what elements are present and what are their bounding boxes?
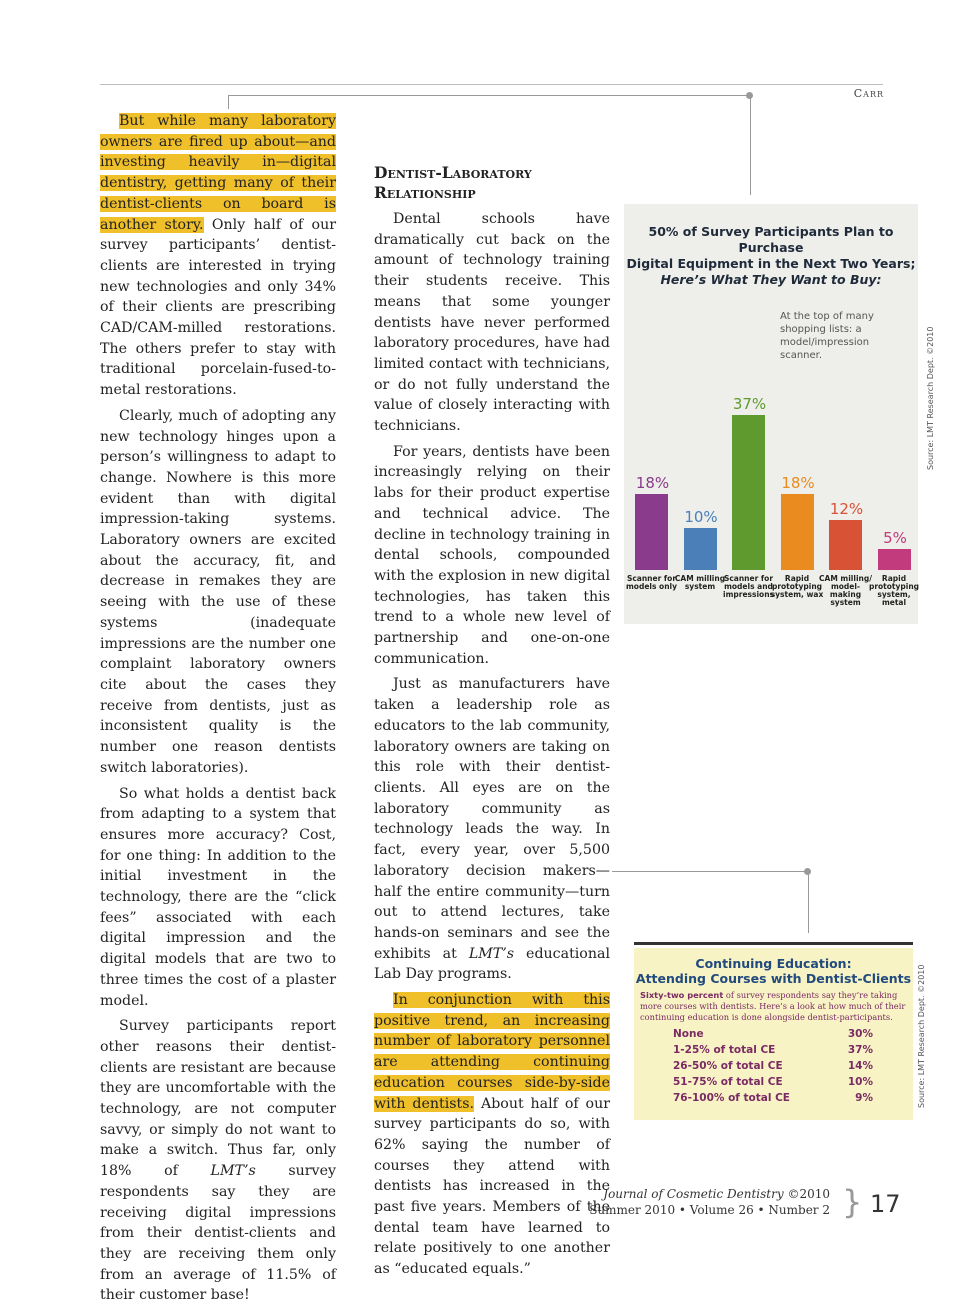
highlighted-quote: But while many laboratory owners are fired up about—and investing heavily in—digital dentistry, getting many of their dentist-clients on board is another story. xyxy=(100,113,336,233)
leader-line-top xyxy=(228,95,750,96)
ce-row-value: 10% xyxy=(847,1076,873,1088)
bar-chart-panel xyxy=(624,204,918,624)
ce-row-label: 1-25% of total CE xyxy=(673,1044,776,1056)
chart-subtitle: Here’s What They Want to Buy: xyxy=(660,272,882,287)
paragraph-text: About half of our survey participants do so, with 62% saying the number of courses they attend with dentists has increased in the past five years. Members of the dental team have learned to relate positively to one another as “educated equals.” xyxy=(374,1095,610,1278)
paragraph: Clearly, much of adopting any new technology hinges upon a person’s willingness to adapt to change. Nowhere is this more evident than with digital impression-taking systems. Laboratory owners are excited about the accuracy, fit, and decrease in remakes they are seeing with the use of these systems (inadequate impressions are the number one complaint laboratory owners cite about the cases they receive from dentists, just as inconsistent quality is the number one reason dentists switch laboratories). xyxy=(100,407,336,776)
chart-bar xyxy=(635,494,668,570)
bar-category-label: CAM milling system xyxy=(674,574,726,591)
bar-category-label: Rapid prototyping system, metal xyxy=(868,574,920,607)
ce-title-line: Continuing Education: xyxy=(695,956,852,971)
ce-row-label: 51-75% of total CE xyxy=(673,1076,783,1088)
ce-row-value: 9% xyxy=(855,1092,873,1104)
ce-row-value: 37% xyxy=(847,1044,873,1056)
bar-value-label: 18% xyxy=(781,474,815,493)
bar-category-label: Scanner for models only xyxy=(625,574,678,591)
publication-name: LMT’s xyxy=(468,945,515,962)
chart-title-line: Digital Equipment in the Next Two Years; xyxy=(626,256,916,271)
chart-bar xyxy=(684,528,717,570)
paragraph xyxy=(100,111,336,401)
paragraph xyxy=(100,1016,336,1306)
bar-value-label: 12% xyxy=(829,499,864,518)
ce-description-text: of survey respondents say they’re taking more courses with dentists. Here’s a look at how much of their continuing education is done alongside dentist-participants. xyxy=(640,990,906,1022)
chart-source: Source: LMT Research Dept. ©2010 xyxy=(926,326,935,470)
ce-description-bold: Sixty-two percent xyxy=(640,990,724,1000)
footer-journal xyxy=(530,1187,830,1201)
chart-title-line: 50% of Survey Participants Plan to Purchase xyxy=(648,224,894,255)
ce-row xyxy=(673,1076,873,1088)
ce-row-label: None xyxy=(673,1028,704,1040)
chart-bar xyxy=(781,494,814,570)
paragraph: Dental schools have dramatically cut back on the amount of technology training their students receive. This means that some younger dentists have never performed laboratory procedures, have had limited contact with technicians, or do not fully understand the value of closely interacting with technicians. xyxy=(374,211,610,435)
paragraph: So what holds a dentist back from adapting to a system that ensures more accuracy? Cost, for one thing: In addition to the initial investment in the technology, there are the “click fees” associated with each digital impression and the digital models that are two to three times the cost of a plaster model. xyxy=(100,785,336,1009)
ce-row-value: 30% xyxy=(847,1028,873,1040)
bar-value-label: 10% xyxy=(684,508,718,526)
chart-bar xyxy=(732,415,765,570)
ce-row xyxy=(673,1092,873,1104)
bar-category-label: Rapid prototyping system, wax xyxy=(770,574,824,599)
section-heading: Dentist-Laboratory Relationship xyxy=(374,163,532,202)
chart-annotation: At the top of many shopping lists: a model/impression scanner. xyxy=(780,311,874,361)
ce-row-label: 26-50% of total CE xyxy=(673,1060,783,1072)
paragraph xyxy=(374,990,610,1280)
leader-line-top-left-drop xyxy=(228,95,229,109)
ce-row-value: 14% xyxy=(847,1060,873,1072)
ce-source: Source: LMT Research Dept. ©2010 xyxy=(917,964,926,1108)
ce-title xyxy=(634,956,913,986)
ce-box-top-rule xyxy=(634,942,913,945)
paragraph-text: Just as manufacturers have taken a leadership role as educators to the lab community, laboratory owners are taking on this role with their dentist-clients. All eyes are on the laboratory community as technology leads the way. In fact, every year, over 5,500 laboratory decision makers—half the entire community—turn out to attend lectures, take hands-on seminars and see the exhibits at xyxy=(374,676,610,962)
journal-name: Journal of Cosmetic Dentistry xyxy=(603,1187,784,1201)
top-rule xyxy=(100,84,883,85)
publication-name: LMT’s xyxy=(210,1163,256,1180)
paragraph-text: survey respondents say they are receiving digital impressions from their dentist-clients and they are receiving them only from an average of 11.5% of their customer base! xyxy=(100,1163,336,1304)
bar-category-label: Scanner for models and impressions xyxy=(723,574,774,599)
footer-issue: Summer 2010 • Volume 26 • Number 2 xyxy=(589,1203,830,1217)
copyright: ©2010 xyxy=(783,1187,830,1201)
paragraph xyxy=(374,674,610,985)
paragraph-text: Survey participants report other reasons their dentist-clients are resistant are because they are uncomfortable with the technology, are not computer savvy, or simply do not want to make a switch. Thus far, only 18% of xyxy=(100,1018,336,1180)
bar-category-label: CAM milling/ model-making system xyxy=(819,574,872,607)
chart-bar xyxy=(829,520,862,570)
leader-line-bottom xyxy=(612,871,808,872)
article-column-1 xyxy=(100,111,336,1311)
leader-line-bottom-drop xyxy=(808,871,809,933)
page-number: 17 xyxy=(870,1190,901,1218)
chart-bar xyxy=(878,549,911,570)
ce-title-line: Attending Courses with Dentist-Clients xyxy=(635,971,912,986)
ce-description xyxy=(640,990,908,1023)
ce-row-label: 76-100% of total CE xyxy=(673,1092,790,1104)
author-running-head: Carr xyxy=(853,87,884,100)
bar-value-label: 5% xyxy=(883,529,907,547)
chart-title xyxy=(624,224,918,288)
highlighted-quote: In conjunction with this positive trend, an increasing number of laboratory personnel are attending continuing education courses side-by-side with dentists. xyxy=(374,992,610,1112)
bar-value-label: 18% xyxy=(635,474,670,493)
bar-value-label: 37% xyxy=(732,394,767,413)
leader-dot xyxy=(746,92,753,99)
paragraph-text: educational Lab Day programs. xyxy=(374,945,610,983)
leader-dot xyxy=(804,868,811,875)
ce-row xyxy=(673,1060,873,1072)
article-column-2 xyxy=(374,163,610,1285)
paragraph-text: Only half of our survey participants’ dentist-clients are interested in trying new technologies and only 34% of their clients are prescribing CAD/CAM-milled restorations. The others prefer to stay with traditional porcelain-fused-to-metal restorations. xyxy=(100,216,337,399)
ce-row xyxy=(673,1028,873,1040)
footer-brace: } xyxy=(842,1183,863,1221)
leader-line-top-right-drop xyxy=(750,95,751,195)
continuing-education-panel xyxy=(634,948,913,1120)
ce-row xyxy=(673,1044,873,1056)
paragraph: For years, dentists have been increasingly relying on their labs for their product expertise and technical advice. The decline in technology training in dental schools, compounded with the explosion in new digital technologies, has taken this trend to a whole new level of partnership and one-on-one communication. xyxy=(374,443,610,667)
